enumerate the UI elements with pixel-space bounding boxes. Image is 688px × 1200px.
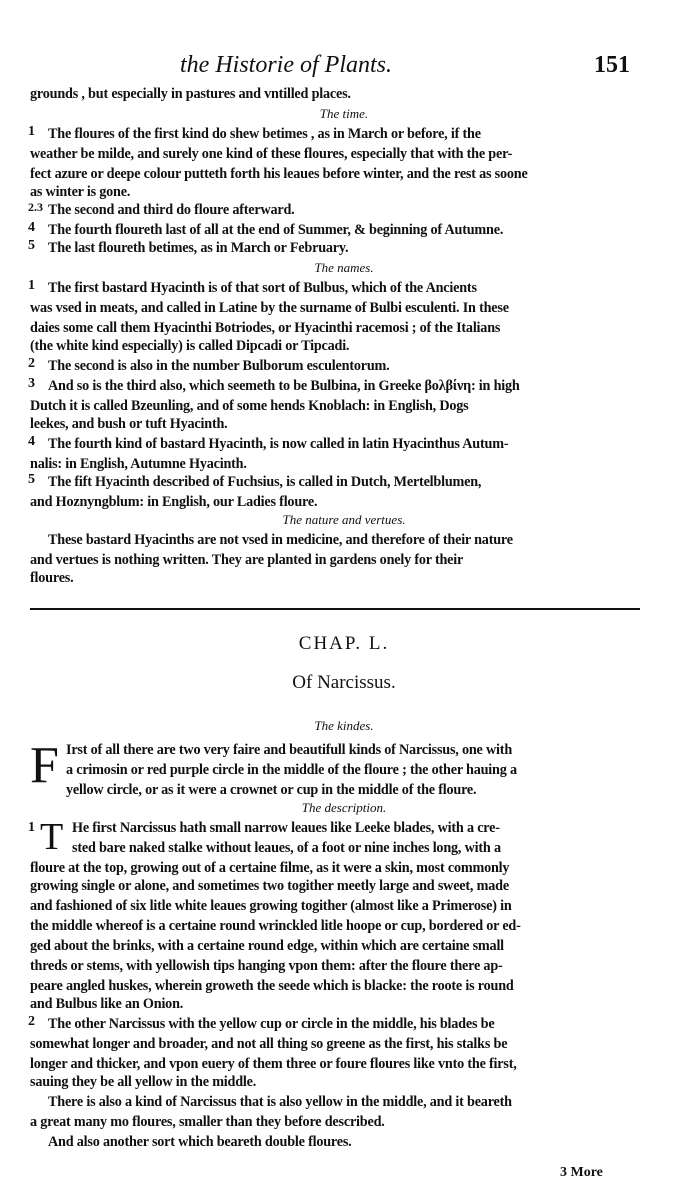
item-number: 3 [28,376,35,391]
text-line: yellow circle, or as it were a crownet or cup in the middle of the floure. [66,782,477,798]
text-line: weather be milde, and surely one kind of these floures, especially that with the per- [30,146,513,162]
section-heading-names: The names. [314,260,374,275]
drop-cap-initial: T [40,816,64,858]
text-line: as winter is gone. [30,184,131,200]
text-line: (the white kind especially) is called Dipcadi or Tipcadi. [30,338,350,354]
text-line: daies some call them Hyacinthi Botriodes, or Hyacinthi racemosi ; of the Italians [30,320,501,336]
text-line: peare angled huskes, wherein groweth the seede which is blacke: the roote is round [30,978,514,994]
text-line: a great many mo floures, smaller than they before described. [30,1114,385,1130]
text-line: The first bastard Hyacinth is of that sort of Bulbus, which of the Ancients [48,280,477,296]
item-number: 2 [28,356,35,371]
running-head [180,52,630,79]
chapter-title: Of Narcissus. [292,672,396,693]
item-number: 4 [28,434,35,449]
text-line: floure at the top, growing out of a certaine filme, as it were a skin, most commonly [30,860,510,876]
text-line: The second and third do floure afterward. [48,202,295,218]
text-line: ged about the brinks, with a certaine round edge, within which are certaine small [30,938,504,954]
item-number: 1 [28,124,35,139]
text-line: sauing they be all yellow in the middle. [30,1074,257,1090]
text-line: Irst of all there are two very faire and beautifull kinds of Narcissus, one with [66,742,513,758]
intro-line: grounds , but especially in pastures and vntilled places. [30,86,351,102]
text-line: and fashioned of six litle white leaues growing togither (almost like a Primerose) in [30,898,512,914]
text-line: And also another sort which beareth double floures. [48,1134,352,1150]
section-divider [30,608,640,610]
text-line: These bastard Hyacinths are not vsed in medicine, and therefore of their nature [48,532,513,548]
item-number: 5 [28,472,35,487]
page-number: 151 [594,52,630,78]
text-line: The fift Hyacinth described of Fuchsius, is called in Dutch, Mertelblumen, [48,474,482,490]
text-line: And so is the third also, which seemeth to be Bulbina, in Greeke βολβίνη: in high [48,378,520,394]
text-line: the middle whereof is a certaine round wrinckled litle hoope or cup, bordered or ed- [30,918,521,934]
item-number: 2.3 [28,200,43,214]
text-line: a crimosin or red purple circle in the middle of the floure ; the other hauing a [66,762,517,778]
text-line: somewhat longer and broader, and not all thing so greene as the first, his stalks be [30,1036,508,1052]
running-head-title: the Historie of Plants. [180,52,392,78]
text-line: leekes, and bush or tuft Hyacinth. [30,416,228,432]
item-number: 2 [28,1014,35,1029]
text-line: was vsed in meats, and called in Latine by the surname of Bulbi esculenti. In these [30,300,509,316]
text-line: The fourth floureth last of all at the end of Summer, & beginning of Autumne. [48,222,504,238]
text-line: longer and thicker, and vpon euery of them three or foure floures like vnto the first, [30,1056,517,1072]
section-heading-time: The time. [319,106,369,121]
text-line: Dutch it is called Bzeunling, and of some hends Knoblach: in English, Dogs [30,398,469,414]
drop-cap-initial: F [30,737,59,794]
section-heading-kindes: The kindes. [314,718,374,733]
text-line: and Hoznyngblum: in English, our Ladies floure. [30,494,318,510]
catchword: 3 More [560,1165,603,1180]
item-number: 4 [28,220,35,235]
text-line: nalis: in English, Autumne Hyacinth. [30,456,247,472]
text-line: and vertues is nothing written. They are planted in gardens onely for their [30,552,464,568]
section-heading-vertues: The nature and vertues. [282,512,406,527]
text-line: threds or stems, with yellowish tips hanging vpon them: after the floure there ap- [30,958,503,974]
text-line: floures. [30,570,74,586]
text-line: The floures of the first kind do shew betimes , as in March or before, if the [48,126,481,142]
text-line: The other Narcissus with the yellow cup or circle in the middle, his blades be [48,1016,495,1032]
text-line: sted bare naked stalke without leaues, of a foot or nine inches long, with a [72,840,501,856]
chapter-number: CHAP. L. [298,633,390,654]
text-line: The fourth kind of bastard Hyacinth, is now called in latin Hyacinthus Autum- [48,436,509,452]
text-line: and Bulbus like an Onion. [30,996,184,1012]
text-line: growing single or alone, and sometimes two togither meetly large and sweet, made [30,878,509,894]
section-heading-description: The description. [301,800,387,815]
text-line: The last floureth betimes, as in March or February. [48,240,349,256]
item-number: 5 [28,238,35,253]
item-number: 1 [28,278,35,293]
text-line: There is also a kind of Narcissus that is also yellow in the middle, and it beareth [48,1094,512,1110]
text-line: fect azure or deepe colour putteth forth his leaues before winter, and the rest as soone [30,166,528,182]
item-number: 1 [28,820,35,835]
text-line: The second is also in the number Bulborum esculentorum. [48,358,390,374]
text-line: He first Narcissus hath small narrow leaues like Leeke blades, with a cre- [72,820,500,836]
